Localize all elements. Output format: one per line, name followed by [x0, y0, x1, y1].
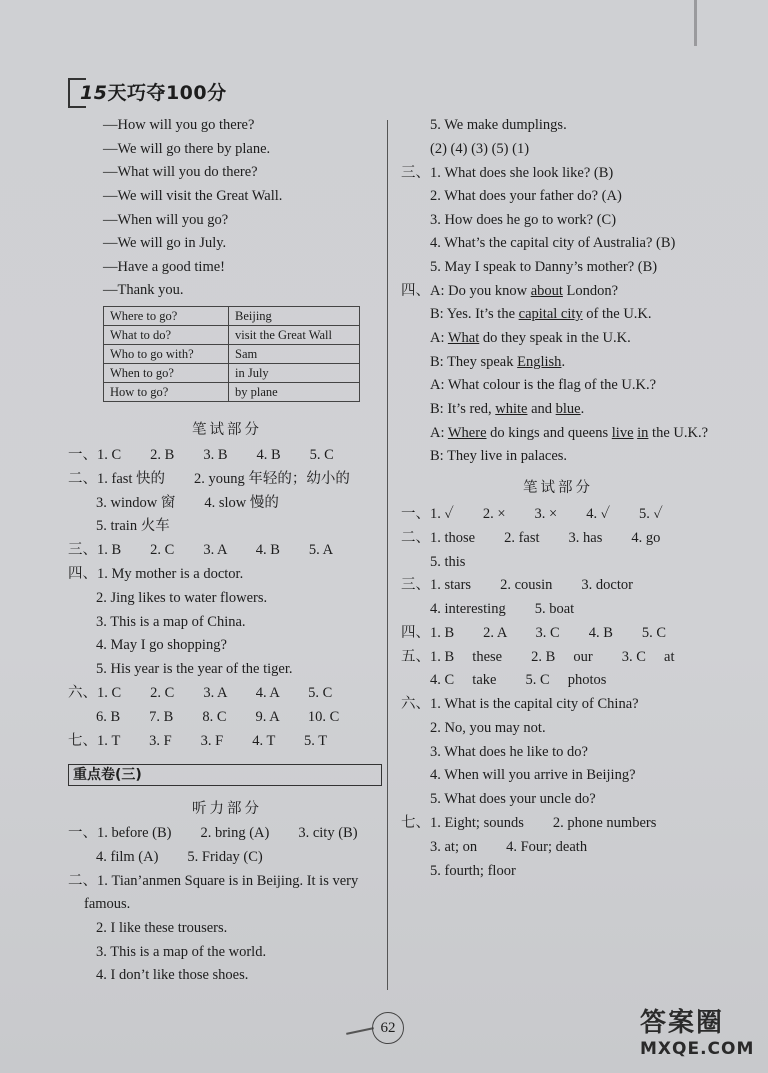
section-title-written: 笔试部分: [192, 422, 262, 438]
answer-line: 七、1. T 3. F 3. F 4. T 5. T: [68, 733, 328, 749]
watermark-line2: MXQE.COM: [640, 1039, 755, 1059]
answer-line: 5. this: [430, 554, 466, 570]
answer-line: 三、1. B 2. C 3. A 4. B 5. A: [68, 542, 334, 558]
page-number: 62: [372, 1012, 404, 1044]
answer-line: 5. fourth; floor: [430, 863, 516, 879]
answer-line: 3. How does he go to work? (C): [430, 212, 617, 228]
header: [68, 78, 228, 112]
table-cell: Sam: [229, 345, 360, 364]
answer-line: 七、1. Eight; sounds 2. phone numbers: [401, 815, 657, 831]
watermark-logo: [640, 1002, 760, 1068]
answer-line: 一、1. before (B) 2. bring (A) 3. city (B): [68, 825, 358, 841]
dialog-line: A: What do they speak in the U.K.: [430, 330, 631, 346]
answer-line: 五、1. B these 2. B our 3. C at: [401, 649, 675, 665]
filled-blank: capital city: [518, 306, 583, 322]
answer-line: 2. No, you may not.: [430, 720, 546, 736]
answer-line: 6. B 7. B 8. C 9. A 10. C: [96, 709, 340, 725]
filled-blank: in: [637, 425, 649, 441]
dialog-line: —We will go in July.: [103, 235, 227, 251]
answer-line: 4. When will you arrive in Beijing?: [430, 767, 636, 783]
table-row: [104, 326, 360, 345]
answer-line: (2) (4) (3) (5) (1): [430, 141, 530, 157]
binder-mark: [694, 0, 697, 46]
table-row: [104, 364, 360, 383]
dialog-line: B: It’s red, white and blue.: [430, 401, 585, 417]
filled-blank: What: [447, 330, 480, 346]
section-title-listening: 听力部分: [192, 801, 262, 817]
answer-line: 3. What does he like to do?: [430, 744, 588, 760]
filled-blank: about: [530, 283, 563, 299]
table-cell: Beijing: [229, 307, 360, 326]
dialog-line: —Have a good time!: [103, 259, 226, 275]
dialog-line: A: What colour is the flag of the U.K.?: [430, 377, 657, 393]
answer-line: 4. I don’t like those shoes.: [96, 967, 249, 983]
answer-line: 2. I like these trousers.: [96, 920, 228, 936]
header-days: 15: [80, 82, 108, 104]
dialog-line: —How will you go there?: [103, 117, 255, 133]
answer-line: 4. May I go shopping?: [96, 637, 227, 653]
dialog-line: —We will visit the Great Wall.: [103, 188, 283, 204]
answer-line: 4. film (A) 5. Friday (C): [96, 849, 263, 865]
answer-line: 二、1. those 2. fast 3. has 4. go: [401, 530, 661, 546]
dialog-line: —When will you go?: [103, 212, 229, 228]
chapter-title: 重点卷(三): [68, 764, 382, 786]
answer-line: 2. Jing likes to water flowers.: [96, 590, 268, 606]
answer-line: 一、1. C 2. B 3. B 4. B 5. C: [68, 447, 334, 463]
answer-line: 4. interesting 5. boat: [430, 601, 575, 617]
dialog-line: B: Yes. It’s the capital city of the U.K.: [430, 306, 652, 322]
answer-line: 三、1. What does she look like? (B): [401, 165, 614, 181]
answer-line: 二、1. fast 快的 2. young 年轻的；幼小的: [68, 471, 350, 487]
filled-blank: white: [495, 401, 528, 417]
filled-blank: Where: [447, 425, 487, 441]
answer-line: 5. train 火车: [96, 518, 170, 534]
table-row: [104, 345, 360, 364]
answer-line: 六、1. What is the capital city of China?: [401, 696, 639, 712]
answer-line: 5. His year is the year of the tiger.: [96, 661, 293, 677]
answer-line: 2. What does your father do? (A): [430, 188, 622, 204]
answer-line: 3. This is a map of China.: [96, 614, 246, 630]
table-cell: When to go?: [104, 364, 229, 383]
section-title-written-right: 笔试部分: [523, 480, 593, 496]
column-divider: [387, 120, 388, 990]
answer-line: famous.: [84, 896, 131, 912]
table-cell: visit the Great Wall: [229, 326, 360, 345]
page-number-tail: [346, 1027, 374, 1035]
answer-line: 四、1. My mother is a doctor.: [68, 566, 244, 582]
dialog-line: A: Where do kings and queens live in the U.K.?: [430, 425, 709, 441]
answer-line: 3. at; on 4. Four; death: [430, 839, 588, 855]
answer-line: 一、1. ✓ 2. × 3. × 4. ✓ 5. ✓: [401, 506, 663, 522]
table-cell: in July: [229, 364, 360, 383]
filled-blank: live: [611, 425, 634, 441]
table-row: [104, 307, 360, 326]
table-cell: Who to go with?: [104, 345, 229, 364]
table-cell: What to do?: [104, 326, 229, 345]
table-cell: by plane: [229, 383, 360, 402]
dialog-line: —What will you do there?: [103, 164, 258, 180]
answer-line: 5. May I speak to Danny’s mother? (B): [430, 259, 658, 275]
answer-line: 4. C take 5. C photos: [430, 672, 607, 688]
dialog-line: 四、A: Do you know about London?: [401, 283, 619, 299]
answer-line: 5. We make dumplings.: [430, 117, 567, 133]
table-row: [104, 383, 360, 402]
filled-blank: blue: [555, 401, 581, 417]
answer-line: 4. What’s the capital city of Australia? (B): [430, 235, 676, 251]
dialog-line: B: They live in palaces.: [430, 448, 568, 464]
answer-line: 三、1. stars 2. cousin 3. doctor: [401, 577, 633, 593]
answer-line: 六、1. C 2. C 3. A 4. A 5. C: [68, 685, 333, 701]
answer-line: 5. What does your uncle do?: [430, 791, 596, 807]
dialog-line: B: They speak English.: [430, 354, 566, 370]
dialog-line: —We will go there by plane.: [103, 141, 271, 157]
answer-line: 二、1. Tian’anmen Square is in Beijing. It is very: [68, 873, 359, 889]
header-title: 天巧夺100分: [107, 82, 227, 104]
answer-line: 四、1. B 2. A 3. C 4. B 5. C: [401, 625, 667, 641]
table-cell: Where to go?: [104, 307, 229, 326]
watermark-line1: 答案圈: [640, 1008, 725, 1038]
dialog-line: —Thank you.: [103, 282, 184, 298]
table-cell: How to go?: [104, 383, 229, 402]
answer-line: 3. window 窗 4. slow 慢的: [96, 495, 279, 511]
answer-line: 3. This is a map of the world.: [96, 944, 267, 960]
plan-table: [103, 306, 360, 402]
filled-blank: English: [517, 354, 562, 370]
